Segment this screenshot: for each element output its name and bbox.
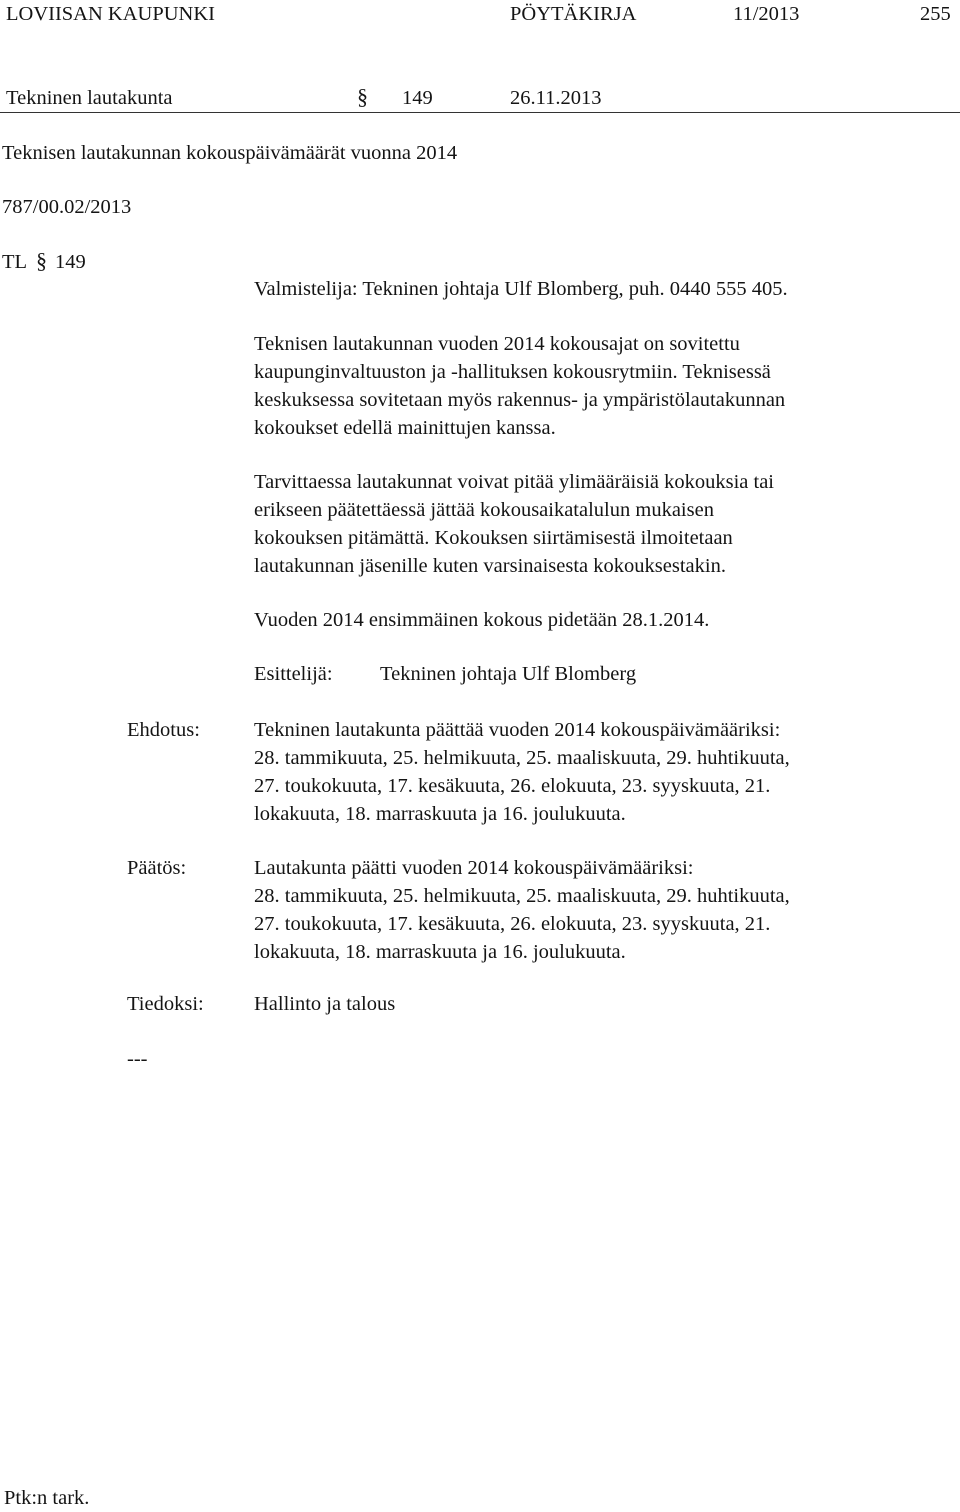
diary-number: 787/00.02/2013 <box>2 196 132 218</box>
meeting-date: 26.11.2013 <box>510 87 602 109</box>
reference-number: 149 <box>55 251 86 273</box>
decision-line: lokakuuta, 18. marraskuuta ja 16. joulukuuta. <box>254 941 626 963</box>
paragraph-line: lautakunnan jäsenille kuten varsinaisesta kokouksestakin. <box>254 555 726 577</box>
decision-line: 27. toukokuuta, 17. kesäkuuta, 26. elokuuta, 23. syyskuuta, 21. <box>254 913 771 935</box>
page-number: 255 <box>920 3 951 25</box>
decision-text <box>254 854 790 966</box>
paragraph-line: Tarvittaessa lautakunnat voivat pitää ylimääräisiä kokouksia tai <box>254 471 775 493</box>
paragraph-line: kaupunginvaltuuston ja -hallituksen kokousrytmiin. Teknisessä <box>254 361 771 383</box>
reference-section-sign: § <box>36 248 47 273</box>
end-separator: --- <box>127 1048 148 1070</box>
paragraph-line: erikseen päätettäessä jättää kokousaikatalulun mukaisen <box>254 499 714 521</box>
document-type: PÖYTÄKIRJA <box>510 3 637 25</box>
issue-number: 11/2013 <box>733 3 800 25</box>
paragraph-line: Teknisen lautakunnan vuoden 2014 kokousajat on sovitettu <box>254 333 740 355</box>
proposal-line: Tekninen lautakunta päättää vuoden 2014 kokouspäivämääriksi: <box>254 719 781 741</box>
reference-prefix: TL <box>2 251 28 273</box>
proposal-line: 27. toukokuuta, 17. kesäkuuta, 26. elokuuta, 23. syyskuuta, 21. <box>254 775 771 797</box>
presenter-label: Esittelijä: <box>254 663 333 685</box>
paragraph-extra-meetings <box>254 468 774 580</box>
meeting-body: Tekninen lautakunta <box>6 87 173 109</box>
decision-label: Päätös: <box>127 857 187 879</box>
paragraph-line: kokoukset edellä mainittujen kanssa. <box>254 417 556 439</box>
decision-line: 28. tammikuuta, 25. helmikuuta, 25. maaliskuuta, 29. huhtikuuta, <box>254 885 790 907</box>
proposal-text <box>254 716 790 828</box>
minutes-check-label: Ptk:n tark. <box>4 1487 90 1509</box>
proposal-label: Ehdotus: <box>127 719 200 741</box>
proposal-line: lokakuuta, 18. marraskuuta ja 16. joulukuuta. <box>254 803 626 825</box>
header-divider <box>0 112 960 113</box>
section-number: 149 <box>402 87 433 109</box>
presenter-value: Tekninen johtaja Ulf Blomberg <box>380 663 637 685</box>
decision-line: Lautakunta päätti vuoden 2014 kokouspäivämääriksi: <box>254 857 694 879</box>
paragraph-line: kokouksen pitämättä. Kokouksen siirtämisestä ilmoitetaan <box>254 527 733 549</box>
organization-name: LOVIISAN KAUPUNKI <box>6 3 215 25</box>
info-value: Hallinto ja talous <box>254 993 396 1015</box>
proposal-line: 28. tammikuuta, 25. helmikuuta, 25. maaliskuuta, 29. huhtikuuta, <box>254 747 790 769</box>
paragraph-line: keskuksessa sovitetaan myös rakennus- ja ympäristölautakunnan <box>254 389 786 411</box>
info-label: Tiedoksi: <box>127 993 204 1015</box>
item-title: Teknisen lautakunnan kokouspäivämäärät vuonna 2014 <box>2 142 458 164</box>
section-sign: § <box>357 84 368 109</box>
preparer-line: Valmistelija: Tekninen johtaja Ulf Blomberg, puh. 0440 555 405. <box>254 278 788 300</box>
first-meeting-note: Vuoden 2014 ensimmäinen kokous pidetään 28.1.2014. <box>254 609 710 631</box>
paragraph-background <box>254 330 785 442</box>
